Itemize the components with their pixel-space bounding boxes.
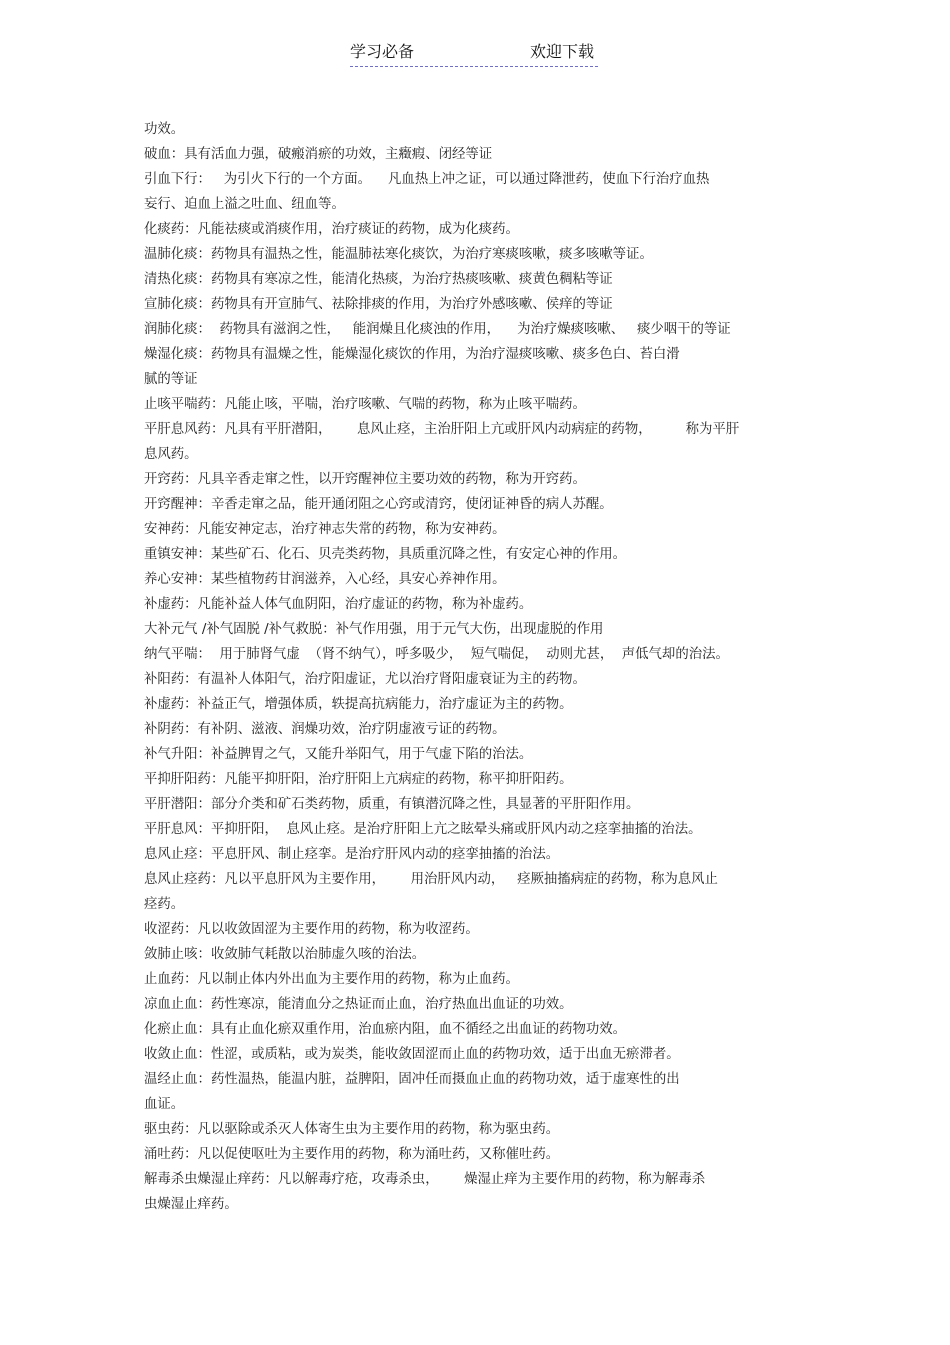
text-line: 开窍醒神：辛香走窜之品，能开通闭阻之心窍或清窍，使闭证神昏的病人苏醒。 xyxy=(144,497,613,512)
text-line: 功效。 xyxy=(144,122,185,137)
text-line: 平肝息风：平抑肝阳， 息风止痉。是治疗肝阳上亢之眩晕头痛或肝风内动之痉挛抽搐的治法。 xyxy=(144,822,702,837)
text-line: 清热化痰：药物具有寒凉之性，能清化热痰，为治疗热痰咳嗽、痰黄色稠粘等证 xyxy=(144,272,613,287)
text-line: 开窍药：凡具辛香走窜之性，以开窍醒神位主要功效的药物，称为开窍药。 xyxy=(144,472,586,487)
text-line: 补虚药：补益正气，增强体质，轶提高抗病能力，治疗虚证为主的药物。 xyxy=(144,697,573,712)
document-body xyxy=(144,117,814,1217)
text-line: 补气升阳：补益脾胃之气，又能升举阳气，用于气虚下陷的治法。 xyxy=(144,747,533,762)
text-line: 收敛止血：性涩，或质粘，或为炭类，能收敛固涩而止血的药物功效，适于出血无瘀滞者。 xyxy=(144,1047,680,1062)
text-line: 重镇安神：某些矿石、化石、贝壳类药物，具质重沉降之性，有安定心神的作用。 xyxy=(144,547,627,562)
text-line: 腻的等证 xyxy=(144,372,198,387)
text-line: 收涩药：凡以收敛固涩为主要作用的药物，称为收涩药。 xyxy=(144,922,479,937)
text-line: 补阳药：有温补人体阳气，治疗阳虚证，尤以治疗肾阳虚衰证为主的药物。 xyxy=(144,672,586,687)
text-line: 破血：具有活血力强，破瘢消瘀的功效，主癥瘕、闭经等证 xyxy=(144,147,493,162)
text-line: 引血下行： 为引火下行的一个方面。 凡血热上冲之证，可以通过降泄药，使血下行治疗血热 xyxy=(144,172,710,187)
text-line: 平肝息风药：凡具有平肝潜阳， 息风止痉，主治肝阳上亢或肝风内动病症的药物， 称为平肝 xyxy=(144,422,740,437)
text-line: 止咳平喘药：凡能止咳，平喘，治疗咳嗽、气喘的药物，称为止咳平喘药。 xyxy=(144,397,586,412)
header-left-text: 学习必备 xyxy=(350,42,415,61)
text-line: 息风止痉：平息肝风、制止痉挛。是治疗肝风内动的痉挛抽搐的治法。 xyxy=(144,847,560,862)
text-line: 化痰药：凡能祛痰或消痰作用，治疗痰证的药物，成为化痰药。 xyxy=(144,222,519,237)
text-line: 大补元气 /补气固脱 /补气救脱：补气作用强，用于元气大伤，出现虚脱的作用 xyxy=(144,622,604,637)
text-line: 润肺化痰： 药物具有滋润之性， 能润燥且化痰浊的作用， 为治疗燥痰咳嗽、 痰少咽干的等证 xyxy=(144,322,731,337)
text-line: 驱虫药：凡以驱除或杀灭人体寄生虫为主要作用的药物，称为驱虫药。 xyxy=(144,1122,560,1137)
text-line: 平抑肝阳药：凡能平抑肝阳，治疗肝阳上亢病症的药物，称平抑肝阳药。 xyxy=(144,772,573,787)
text-line: 化瘀止血：具有止血化瘀双重作用，治血瘀内阻，血不循经之出血证的药物功效。 xyxy=(144,1022,627,1037)
page-header xyxy=(350,42,598,67)
text-line: 补虚药：凡能补益人体气血阴阳，治疗虚证的药物，称为补虚药。 xyxy=(144,597,533,612)
text-line: 痉药。 xyxy=(144,897,185,912)
text-line: 温经止血：药性温热，能温内脏，益脾阳，固冲任而摄血止血的药物功效，适于虚寒性的出 xyxy=(144,1072,680,1087)
text-line: 涌吐药：凡以促使呕吐为主要作用的药物，称为涌吐药，又称催吐药。 xyxy=(144,1147,560,1162)
text-line: 温肺化痰：药物具有温热之性，能温肺祛寒化痰饮，为治疗寒痰咳嗽，痰多咳嗽等证。 xyxy=(144,247,653,262)
header-right-text: 欢迎下载 xyxy=(529,42,594,61)
text-line: 补阴药：有补阴、滋液、润燥功效，治疗阴虚液亏证的药物。 xyxy=(144,722,506,737)
text-line: 止血药：凡以制止体内外出血为主要作用的药物，称为止血药。 xyxy=(144,972,519,987)
text-line: 平肝潜阳：部分介类和矿石类药物，质重，有镇潜沉降之性，具显著的平肝阳作用。 xyxy=(144,797,640,812)
text-line: 凉血止血：药性寒凉，能清血分之热证而止血，治疗热血出血证的功效。 xyxy=(144,997,573,1012)
text-line: 纳气平喘： 用于肺肾气虚 （肾不纳气），呼多吸少， 短气喘促， 动则尤甚， 声低气却的治法。 xyxy=(144,647,729,662)
text-line: 解毒杀虫燥湿止痒药：凡以解毒疗疮，攻毒杀虫， 燥湿止痒为主要作用的药物，称为解毒杀 xyxy=(144,1172,706,1187)
text-line: 宣肺化痰：药物具有开宣肺气、祛除排痰的作用，为治疗外感咳嗽、侯痒的等证 xyxy=(144,297,613,312)
text-line: 妄行、迫血上溢之吐血、纽血等。 xyxy=(144,197,345,212)
text-line: 安神药：凡能安神定志，治疗神志失常的药物，称为安神药。 xyxy=(144,522,506,537)
text-line: 敛肺止咳：收敛肺气耗散以治肺虚久咳的治法。 xyxy=(144,947,426,962)
text-line: 息风药。 xyxy=(144,447,198,462)
text-line: 血证。 xyxy=(144,1097,185,1112)
text-line: 虫燥湿止痒药。 xyxy=(144,1197,238,1212)
text-line: 养心安神：某些植物药甘润滋养，入心经，具安心养神作用。 xyxy=(144,572,506,587)
text-line: 燥湿化痰：药物具有温燥之性，能燥湿化痰饮的作用，为治疗湿痰咳嗽、痰多色白、苔白滑 xyxy=(144,347,680,362)
text-line: 息风止痉药：凡以平息肝风为主要作用， 用治肝风内动， 痉厥抽搐病症的药物，称为息风止 xyxy=(144,872,718,887)
